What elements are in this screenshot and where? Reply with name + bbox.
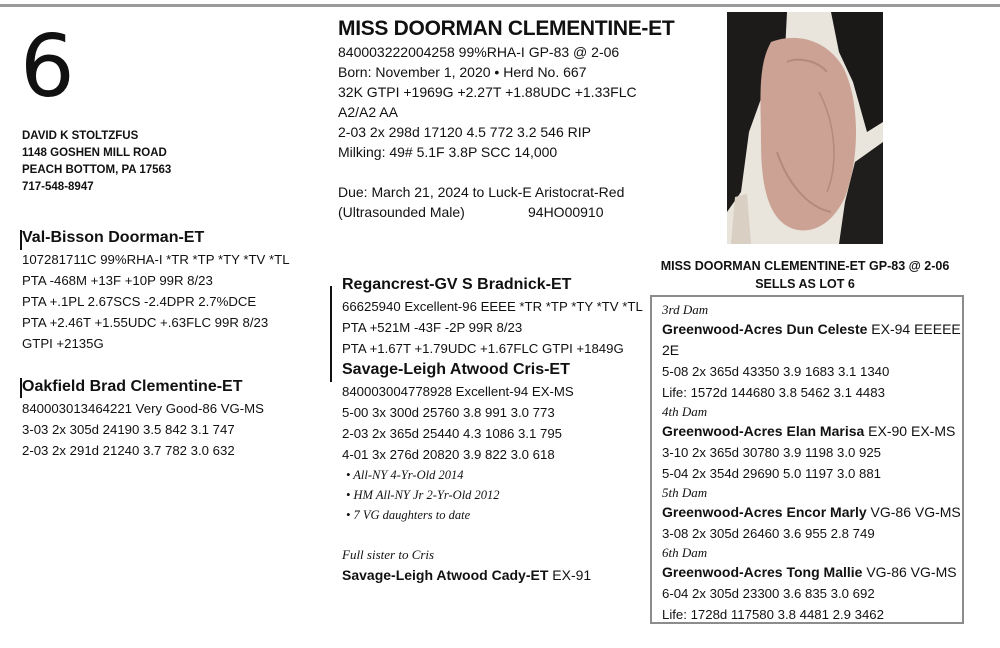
consignor-name: DAVID K STOLTZFUS xyxy=(22,130,139,142)
photo-caption-sells: SELLS AS LOT 6 xyxy=(755,277,855,291)
cow-photo xyxy=(727,12,883,244)
dam-entry xyxy=(662,484,962,544)
dam-entry-score: VG-86 VG-MS xyxy=(862,564,957,580)
animal-ultrasound xyxy=(338,202,674,222)
sire-block xyxy=(22,227,290,354)
animal-beta-casein: A2/A2 AA xyxy=(338,104,398,120)
dam-generation-label: 4th Dam xyxy=(662,404,708,419)
dam-entry-record: Life: 1572d 144680 3.8 5462 3.1 4483 xyxy=(662,385,885,400)
sire-line: PTA -468M +13F +10P 99R 8/23 xyxy=(22,273,213,288)
dam-line: 3-03 2x 305d 24190 3.5 842 3.1 747 xyxy=(22,422,235,437)
granddam-achievement: • 7 VG daughters to date xyxy=(346,508,471,522)
sire-line: 107281711C 99%RHA-I *TR *TP *TY *TV *TL xyxy=(22,252,290,267)
animal-registration: 840003222004258 99%RHA-I GP-83 @ 2-06 xyxy=(338,44,620,60)
full-sister-block xyxy=(342,545,591,586)
granddam-line: 4-01 3x 276d 20820 3.9 822 3.0 618 xyxy=(342,447,555,462)
consignor-phone: 717-548-8947 xyxy=(22,181,94,193)
animal-birth: Born: November 1, 2020 • Herd No. 667 xyxy=(338,64,587,80)
dam-entry xyxy=(662,301,962,403)
full-sister-score: EX-91 xyxy=(548,567,592,583)
animal-due-date: Due: March 21, 2024 to Luck-E Aristocrat-Red xyxy=(338,184,625,200)
dam-entry-record: Life: 1728d 117580 3.8 4481 2.9 3462 xyxy=(662,607,884,622)
dam-entry-name xyxy=(662,502,962,523)
dam-entry-name-text: Greenwood-Acres Tong Mallie xyxy=(662,564,863,580)
consignor-block xyxy=(22,128,171,196)
sire-name: Val-Bisson Doorman-ET xyxy=(22,229,205,246)
dam-entry-name-text: Greenwood-Acres Dun Celeste xyxy=(662,321,868,337)
full-sister-name: Savage-Leigh Atwood Cady-ET xyxy=(342,567,549,583)
mgs-name: Regancrest-GV S Bradnick-ET xyxy=(342,276,572,293)
full-sister-line xyxy=(342,565,591,586)
dam-entry-record: 3-08 2x 305d 26460 3.6 955 2.8 749 xyxy=(662,526,875,541)
dam-entry-score: EX-94 EEEEE 2E xyxy=(662,321,961,358)
dam-block xyxy=(22,376,264,461)
dam-entry xyxy=(662,544,962,625)
sire-line: PTA +2.46T +1.55UDC +.63FLC 99R 8/23 xyxy=(22,315,269,330)
dam-entry-name xyxy=(662,562,962,583)
dam-entry-name-text: Greenwood-Acres Elan Marisa xyxy=(662,423,865,439)
animal-info xyxy=(338,16,674,222)
photo-caption-title: MISS DOORMAN CLEMENTINE-ET GP-83 @ 2-06 xyxy=(660,259,950,273)
lot-number: 6 xyxy=(20,17,75,117)
dam-entry-name xyxy=(662,319,962,361)
dam-generation-label: 5th Dam xyxy=(662,485,708,500)
consignor-address-1: 1148 GOSHEN MILL ROAD xyxy=(22,147,167,159)
granddam-achievement: • HM All-NY Jr 2-Yr-Old 2012 xyxy=(346,488,500,502)
dam-entry-record: 5-08 2x 365d 43350 3.9 1683 3.1 1340 xyxy=(662,364,890,379)
mgs-line: PTA +1.67T +1.79UDC +1.67FLC GTPI +1849G xyxy=(342,341,624,356)
mgs-block xyxy=(342,274,643,525)
photo-caption xyxy=(652,257,958,293)
granddam-line: 2-03 2x 365d 25440 4.3 1086 3.1 795 xyxy=(342,426,562,441)
sire-line: PTA +.1PL 2.67SCS -2.4DPR 2.7%DCE xyxy=(22,294,257,309)
dam-entry-record: 3-10 2x 365d 30780 3.9 1198 3.0 925 xyxy=(662,445,882,460)
dam-entry-record: 5-04 2x 354d 29690 5.0 1197 3.0 881 xyxy=(662,466,882,481)
animal-name: MISS DOORMAN CLEMENTINE-ET xyxy=(338,17,675,40)
animal-milking: Milking: 49# 5.1F 3.8P SCC 14,000 xyxy=(338,144,558,160)
dam-entry-score: EX-90 EX-MS xyxy=(864,423,956,439)
dam-entry-name xyxy=(662,421,962,442)
mgs-line: 66625940 Excellent-96 EEEE *TR *TP *TY *TV *TL xyxy=(342,299,643,314)
dam-entry-score: VG-86 VG-MS xyxy=(866,504,961,520)
dam-line: 840003013464221 Very Good-86 VG-MS xyxy=(22,401,264,416)
dam-entry-name-text: Greenwood-Acres Encor Marly xyxy=(662,504,867,520)
ultrasound-label: (Ultrasounded Male) xyxy=(338,204,465,220)
mgs-line: PTA +521M -43F -2P 99R 8/23 xyxy=(342,320,523,335)
dams-box xyxy=(650,295,964,624)
granddam-line: 5-00 3x 300d 25760 3.8 991 3.0 773 xyxy=(342,405,555,420)
full-sister-label: Full sister to Cris xyxy=(342,547,435,562)
dam-name: Oakfield Brad Clementine-ET xyxy=(22,378,243,395)
dam-entry xyxy=(662,403,962,484)
ultrasound-code: 94HO00910 xyxy=(528,204,604,220)
animal-record: 2-03 2x 298d 17120 4.5 772 3.2 546 RIP xyxy=(338,124,591,140)
dam-generation-label: 3rd Dam xyxy=(662,302,709,317)
dam-generation-label: 6th Dam xyxy=(662,545,708,560)
cow-udder-image xyxy=(727,12,883,244)
animal-genomics: 32K GTPI +1969G +2.27T +1.88UDC +1.33FLC xyxy=(338,84,637,100)
top-rule xyxy=(0,4,1000,7)
granddam-name: Savage-Leigh Atwood Cris-ET xyxy=(342,361,570,378)
dam-entry-record: 6-04 2x 305d 23300 3.6 835 3.0 692 xyxy=(662,586,875,601)
granddam-achievement: • All-NY 4-Yr-Old 2014 xyxy=(346,468,464,482)
dam-line: 2-03 2x 291d 21240 3.7 782 3.0 632 xyxy=(22,443,235,458)
consignor-address-2: PEACH BOTTOM, PA 17563 xyxy=(22,164,172,176)
sire-line: GTPI +2135G xyxy=(22,336,104,351)
mgs-bracket xyxy=(330,286,332,382)
granddam-line: 840003004778928 Excellent-94 EX-MS xyxy=(342,384,574,399)
